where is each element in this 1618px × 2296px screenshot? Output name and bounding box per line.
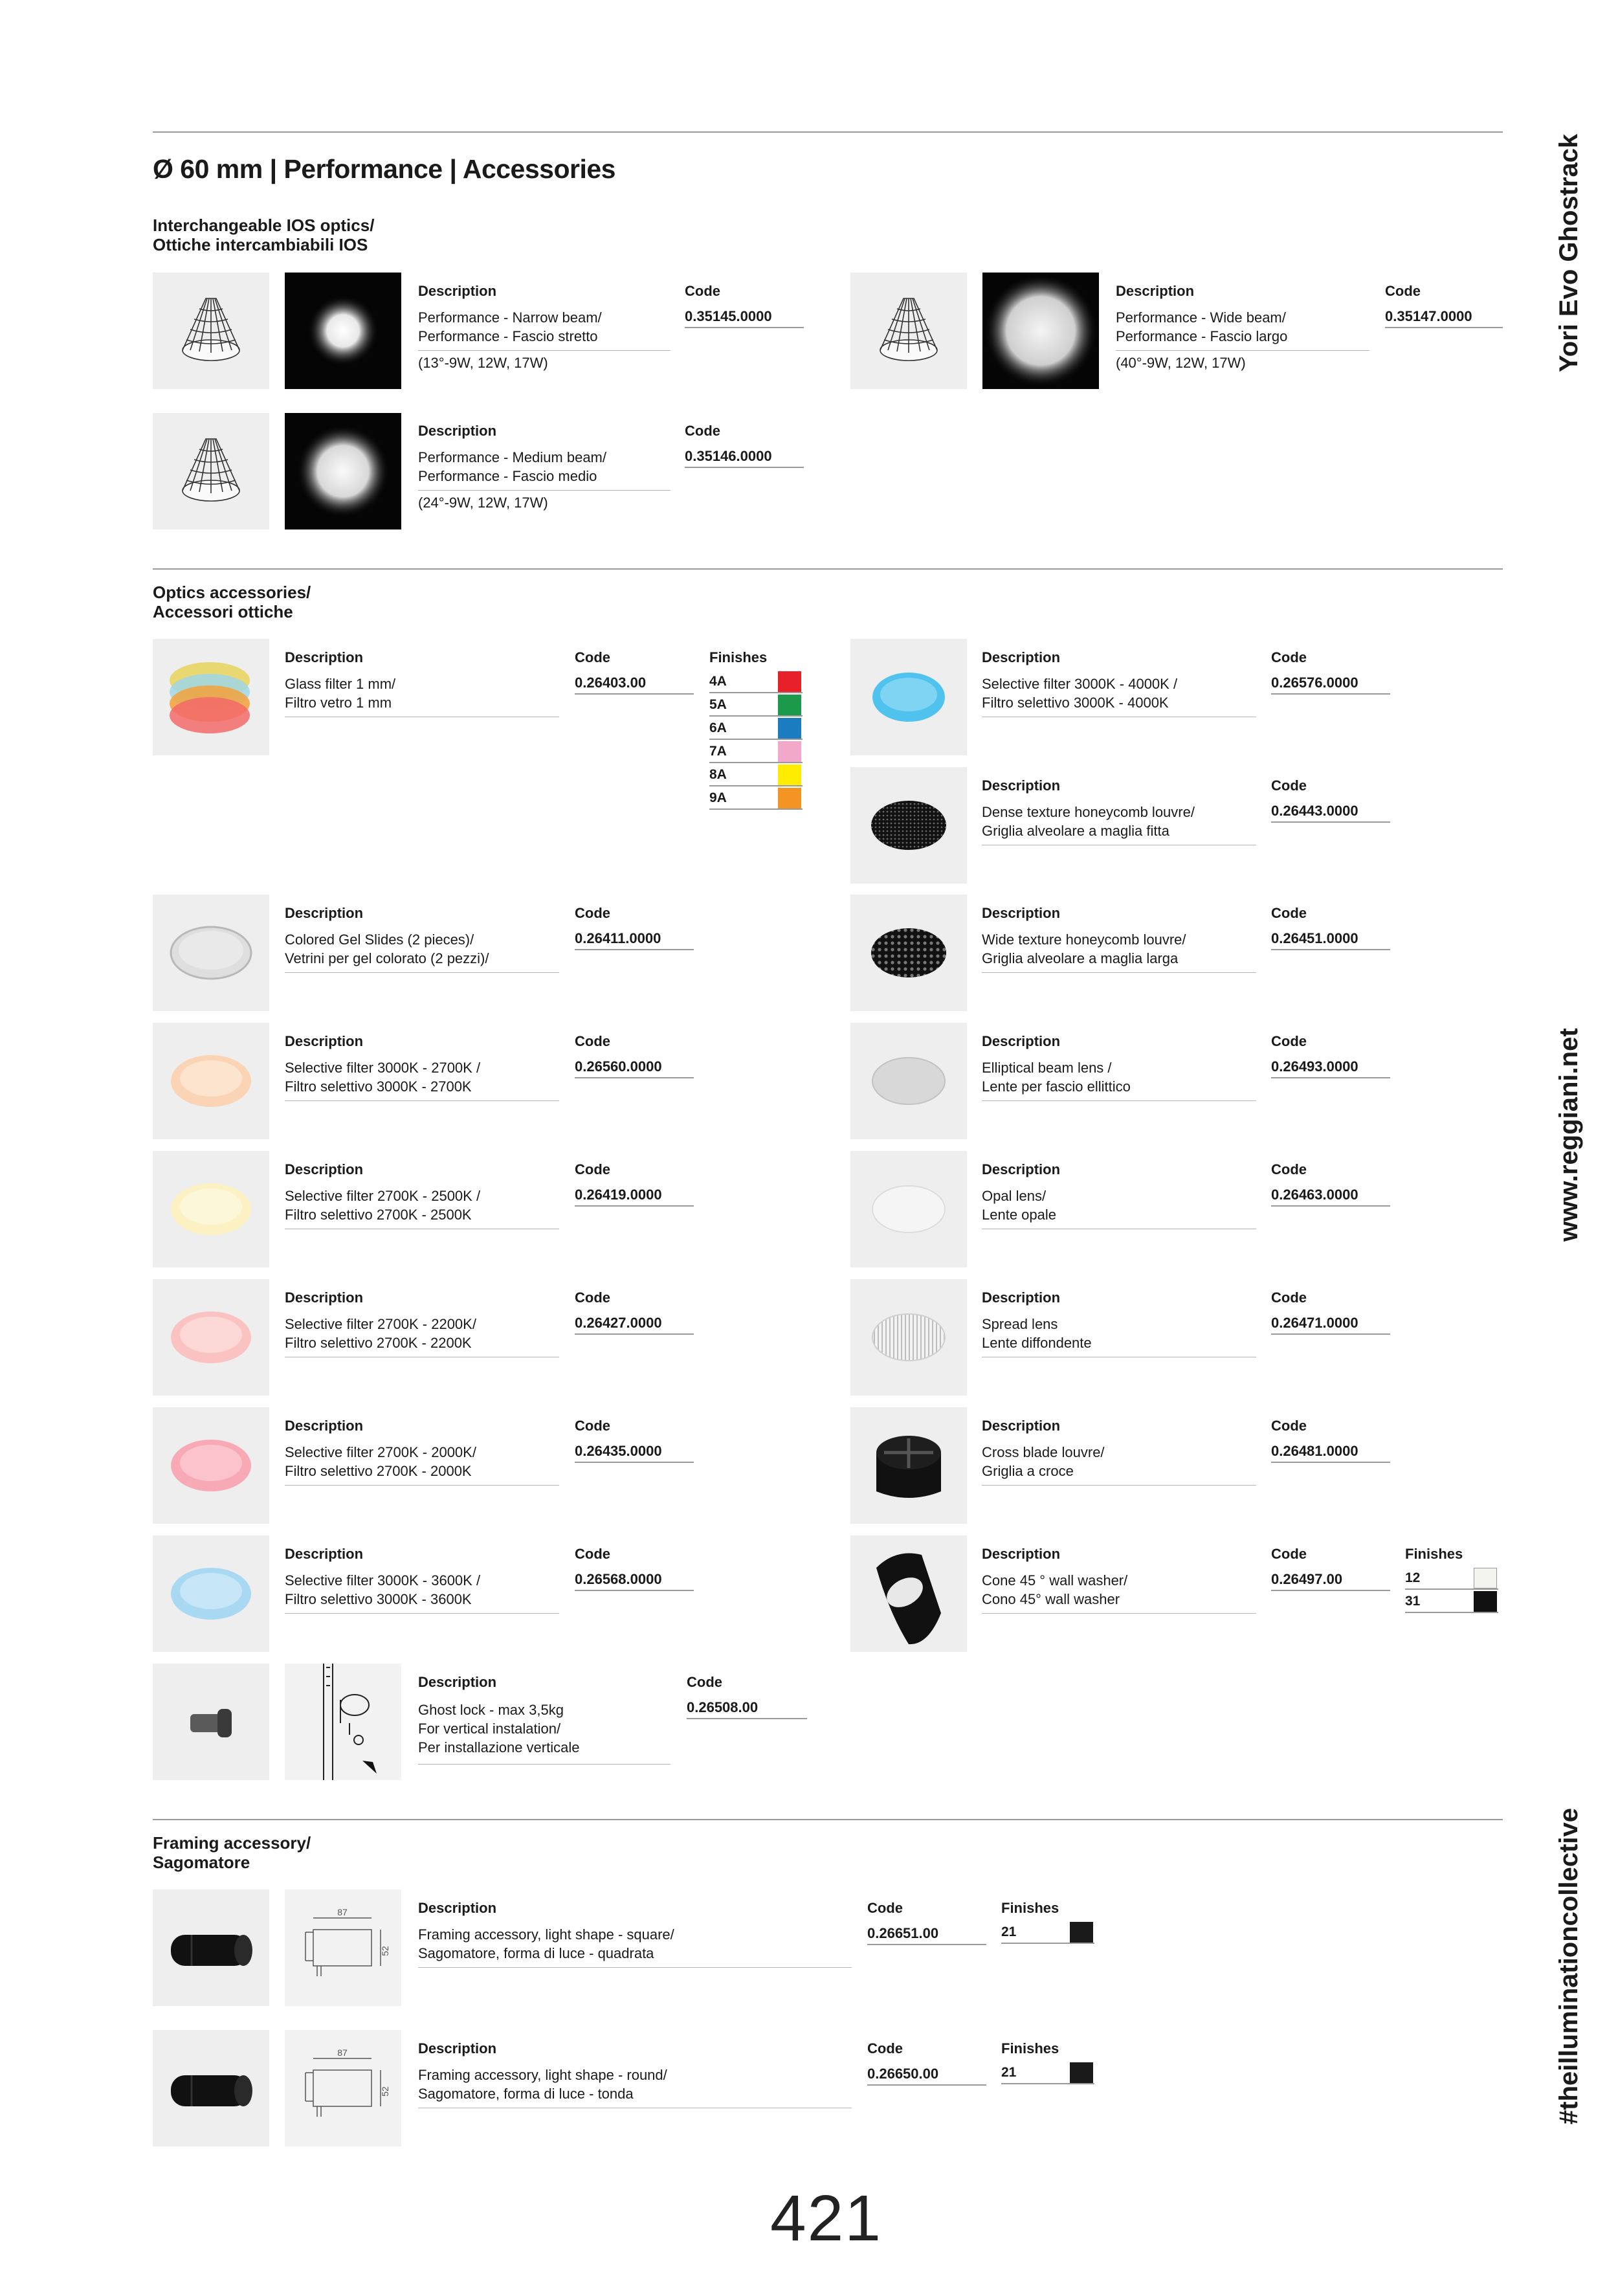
optic-1-code: 0.35145.0000 xyxy=(685,308,772,324)
optic-2-sub: (40°-9W, 12W, 17W) xyxy=(1116,355,1246,371)
gel-slides-code: 0.26411.0000 xyxy=(575,930,661,946)
optic-reflector-image xyxy=(153,273,269,389)
optic-3-sub: (24°-9W, 12W, 17W) xyxy=(418,495,548,511)
dense-honeycomb-desc: Dense texture honeycomb louvre/ Griglia alveolare a maglia fitta xyxy=(982,804,1195,839)
filter-2700-2000-code: 0.26435.0000 xyxy=(575,1443,662,1459)
optic-3-desc-label: Description xyxy=(418,423,497,439)
narrow-beam-image xyxy=(285,273,401,389)
spread-lens-desc: Spread lens Lente diffondente xyxy=(982,1316,1092,1351)
filter-3000-4000-desc-label: Description xyxy=(982,649,1061,665)
optic-2-code-label: Code xyxy=(1385,283,1421,299)
finish-row xyxy=(709,717,803,740)
opal-lens-code: 0.26463.0000 xyxy=(1271,1187,1358,1203)
side-brand: Yori Evo Ghostrack xyxy=(1555,133,1583,372)
framing-round-diagram xyxy=(285,2030,401,2146)
framing-square-diagram xyxy=(285,1889,401,2006)
dense-honeycomb-image xyxy=(850,767,967,884)
finish-code: 9A xyxy=(709,790,727,805)
wide-honeycomb-code: 0.26451.0000 xyxy=(1271,930,1358,946)
filter-3000-4000-desc: Selective filter 3000K - 4000K / Filtro selettivo 3000K - 4000K xyxy=(982,676,1178,711)
selective-filter-3000-2700-image xyxy=(153,1023,269,1139)
gel-slides-image xyxy=(153,895,269,1011)
framing-2-finishes-label: Finishes xyxy=(1001,2040,1059,2056)
optic-1-desc: Performance - Narrow beam/ Performance - Fascio stretto xyxy=(418,309,602,344)
opal-lens-desc: Opal lens/ Lente opale xyxy=(982,1188,1056,1223)
top-rule xyxy=(153,131,1503,133)
gel-slides-desc: Colored Gel Slides (2 pieces)/ Vetrini per gel colorato (2 pezzi)/ xyxy=(285,931,489,966)
spread-lens-desc-label: Description xyxy=(982,1289,1061,1306)
filter-2700-2500-code: 0.26419.0000 xyxy=(575,1187,662,1203)
elliptical-lens-desc: Elliptical beam lens / Lente per fascio ellittico xyxy=(982,1060,1131,1095)
finish-swatch xyxy=(778,764,801,785)
optic-reflector-image xyxy=(153,413,269,529)
filter-2700-2200-desc: Selective filter 2700K - 2200K/ Filtro selettivo 2700K - 2200K xyxy=(285,1316,476,1351)
glass-filter-image xyxy=(153,639,269,755)
finish-row xyxy=(1405,1566,1498,1590)
optic-reflector-image xyxy=(850,273,967,389)
glass-filter-desc-label: Description xyxy=(285,649,364,665)
finish-code: 6A xyxy=(709,720,727,735)
wide-honeycomb-desc-label: Description xyxy=(982,905,1061,921)
finish-code: 7A xyxy=(709,744,727,759)
cross-blade-code: 0.26481.0000 xyxy=(1271,1443,1358,1459)
optic-3-code: 0.35146.0000 xyxy=(685,448,772,464)
opal-lens-code-label: Code xyxy=(1271,1161,1307,1177)
cone-code-label: Code xyxy=(1271,1546,1307,1562)
elliptical-lens-desc-label: Description xyxy=(982,1033,1061,1049)
filter-3000-3600-desc-label: Description xyxy=(285,1546,364,1562)
dense-honeycomb-desc-label: Description xyxy=(982,777,1061,794)
ghost-lock-code-label: Code xyxy=(687,1674,722,1690)
framing-square-image xyxy=(153,1889,269,2006)
finish-swatch xyxy=(778,671,801,692)
finish-swatch xyxy=(1070,2062,1093,2083)
ghost-lock-desc-label: Description xyxy=(418,1674,497,1690)
finish-swatch xyxy=(778,741,801,762)
dimension-height: 52 xyxy=(380,1946,390,1956)
selective-filter-2700-2200-image xyxy=(153,1279,269,1396)
page-number: 421 xyxy=(770,2182,882,2255)
section-rule xyxy=(153,1819,1503,1820)
section-title-optics: Interchangeable IOS optics/ Ottiche intercambiabili IOS xyxy=(153,216,375,254)
finish-row xyxy=(709,693,803,717)
filter-3000-2700-desc: Selective filter 3000K - 2700K / Filtro selettivo 3000K - 2700K xyxy=(285,1060,481,1095)
elliptical-lens-code: 0.26493.0000 xyxy=(1271,1058,1358,1075)
optic-2-desc: Performance - Wide beam/ Performance - Fascio largo xyxy=(1116,309,1288,344)
cone-desc-label: Description xyxy=(982,1546,1061,1562)
cross-blade-desc-label: Description xyxy=(982,1418,1061,1434)
filter-3000-3600-code: 0.26568.0000 xyxy=(575,1571,662,1587)
filter-2700-2500-desc-label: Description xyxy=(285,1161,364,1177)
finish-swatch xyxy=(1474,1568,1497,1588)
finish-swatch xyxy=(778,718,801,739)
filter-3000-4000-code-label: Code xyxy=(1271,649,1307,665)
opal-lens-desc-label: Description xyxy=(982,1161,1061,1177)
framing-2-code-label: Code xyxy=(867,2040,903,2056)
finish-code: 4A xyxy=(709,674,727,689)
spread-lens-image xyxy=(850,1279,967,1396)
dimension-height: 52 xyxy=(380,2086,390,2097)
filter-3000-3600-code-label: Code xyxy=(575,1546,610,1562)
glass-filter-code: 0.26403.00 xyxy=(575,674,647,691)
finish-swatch xyxy=(1474,1591,1497,1612)
opal-lens-image xyxy=(850,1151,967,1267)
wide-honeycomb-code-label: Code xyxy=(1271,905,1307,921)
section-rule xyxy=(153,568,1503,570)
finish-code: 21 xyxy=(1001,2065,1017,2080)
framing-1-code: 0.26651.00 xyxy=(867,1925,939,1941)
side-hashtag: #theilluminationcollective xyxy=(1555,1807,1583,2124)
finish-swatch xyxy=(1070,1922,1093,1943)
wide-honeycomb-image xyxy=(850,895,967,1011)
cone-code: 0.26497.00 xyxy=(1271,1571,1343,1587)
optic-1-sub: (13°-9W, 12W, 17W) xyxy=(418,355,548,371)
filter-2700-2200-code: 0.26427.0000 xyxy=(575,1315,662,1331)
optic-2-desc-label: Description xyxy=(1116,283,1195,299)
page-title: Ø 60 mm | Performance | Accessories xyxy=(153,154,615,184)
filter-2700-2500-code-label: Code xyxy=(575,1161,610,1177)
selective-filter-3000-3600-image xyxy=(153,1535,269,1652)
filter-2700-2000-desc: Selective filter 2700K - 2000K/ Filtro selettivo 2700K - 2000K xyxy=(285,1444,476,1479)
optic-3-code-label: Code xyxy=(685,423,720,439)
section-title-framing: Framing accessory/ Sagomatore xyxy=(153,1833,311,1872)
finish-row xyxy=(709,670,803,693)
filter-2700-2200-desc-label: Description xyxy=(285,1289,364,1306)
finish-row xyxy=(709,740,803,763)
dense-honeycomb-code: 0.26443.0000 xyxy=(1271,803,1358,819)
filter-3000-2700-code-label: Code xyxy=(575,1033,610,1049)
ghost-lock-code: 0.26508.00 xyxy=(687,1699,759,1715)
selective-filter-2700-2000-image xyxy=(153,1407,269,1524)
finish-swatch xyxy=(778,788,801,808)
cone-finishes-label: Finishes xyxy=(1405,1546,1463,1562)
finish-code: 21 xyxy=(1001,1924,1017,1939)
wide-honeycomb-desc: Wide texture honeycomb louvre/ Griglia alveolare a maglia larga xyxy=(982,931,1186,966)
dimension-width: 87 xyxy=(337,1907,348,1917)
framing-1-code-label: Code xyxy=(867,1900,903,1916)
filter-2700-2200-code-label: Code xyxy=(575,1289,610,1306)
filter-3000-3600-desc: Selective filter 3000K - 3600K / Filtro selettivo 3000K - 3600K xyxy=(285,1572,481,1607)
optic-3-desc: Performance - Medium beam/ Performance - Fascio medio xyxy=(418,449,606,484)
spread-lens-code-label: Code xyxy=(1271,1289,1307,1306)
finish-row xyxy=(709,763,803,786)
finish-row xyxy=(1405,1590,1498,1613)
filter-3000-4000-code: 0.26576.0000 xyxy=(1271,674,1358,691)
elliptical-lens-image xyxy=(850,1023,967,1139)
wide-beam-image xyxy=(982,273,1099,389)
finish-code: 12 xyxy=(1405,1570,1421,1585)
finish-code: 8A xyxy=(709,767,727,782)
glass-filter-desc: Glass filter 1 mm/ Filtro vetro 1 mm xyxy=(285,676,396,711)
elliptical-lens-code-label: Code xyxy=(1271,1033,1307,1049)
finish-swatch xyxy=(778,695,801,715)
spread-lens-code: 0.26471.0000 xyxy=(1271,1315,1358,1331)
framing-2-code: 0.26650.00 xyxy=(867,2066,939,2082)
ghost-lock-image xyxy=(153,1664,269,1780)
filter-3000-2700-code: 0.26560.0000 xyxy=(575,1058,662,1075)
cone-wall-washer-image xyxy=(850,1535,967,1652)
framing-1-finishes-label: Finishes xyxy=(1001,1900,1059,1916)
framing-2-desc-label: Description xyxy=(418,2040,497,2056)
finish-code: 5A xyxy=(709,697,727,712)
finish-row xyxy=(709,786,803,810)
filter-2700-2000-desc-label: Description xyxy=(285,1418,364,1434)
side-website: www.reggiani.net xyxy=(1555,1028,1583,1242)
cross-blade-desc: Cross blade louvre/ Griglia a croce xyxy=(982,1444,1105,1479)
framing-2-desc: Framing accessory, light shape - round/ Sagomatore, forma di luce - tonda xyxy=(418,2067,667,2102)
glass-filter-finishes-label: Finishes xyxy=(709,649,768,665)
filter-2700-2500-desc: Selective filter 2700K - 2500K / Filtro selettivo 2700K - 2500K xyxy=(285,1188,481,1223)
gel-slides-desc-label: Description xyxy=(285,905,364,921)
optic-1-code-label: Code xyxy=(685,283,720,299)
filter-2700-2000-code-label: Code xyxy=(575,1418,610,1434)
finish-code: 31 xyxy=(1405,1594,1421,1609)
section-title-optics-accessories: Optics accessories/ Accessori ottiche xyxy=(153,583,311,621)
framing-1-desc-label: Description xyxy=(418,1900,497,1916)
cross-blade-louvre-image xyxy=(850,1407,967,1524)
finish-row xyxy=(1001,1921,1094,1944)
cross-blade-code-label: Code xyxy=(1271,1418,1307,1434)
ghost-lock-diagram xyxy=(285,1664,401,1780)
dimension-width: 87 xyxy=(337,2047,348,2058)
gel-slides-code-label: Code xyxy=(575,905,610,921)
filter-3000-2700-desc-label: Description xyxy=(285,1033,364,1049)
glass-filter-code-label: Code xyxy=(575,649,610,665)
ghost-lock-desc: Ghost lock - max 3,5kg For vertical instalation/ Per installazione verticale xyxy=(418,1702,580,1755)
optic-1-desc-label: Description xyxy=(418,283,497,299)
medium-beam-image xyxy=(285,413,401,529)
selective-filter-3000-4000-image xyxy=(850,639,967,755)
cone-desc: Cone 45 ° wall washer/ Cono 45° wall washer xyxy=(982,1572,1128,1607)
framing-1-desc: Framing accessory, light shape - square/ Sagomatore, forma di luce - quadrata xyxy=(418,1926,674,1961)
selective-filter-2700-2500-image xyxy=(153,1151,269,1267)
finish-row xyxy=(1001,2061,1094,2084)
dense-honeycomb-code-label: Code xyxy=(1271,777,1307,794)
framing-round-image xyxy=(153,2030,269,2146)
optic-2-code: 0.35147.0000 xyxy=(1385,308,1472,324)
